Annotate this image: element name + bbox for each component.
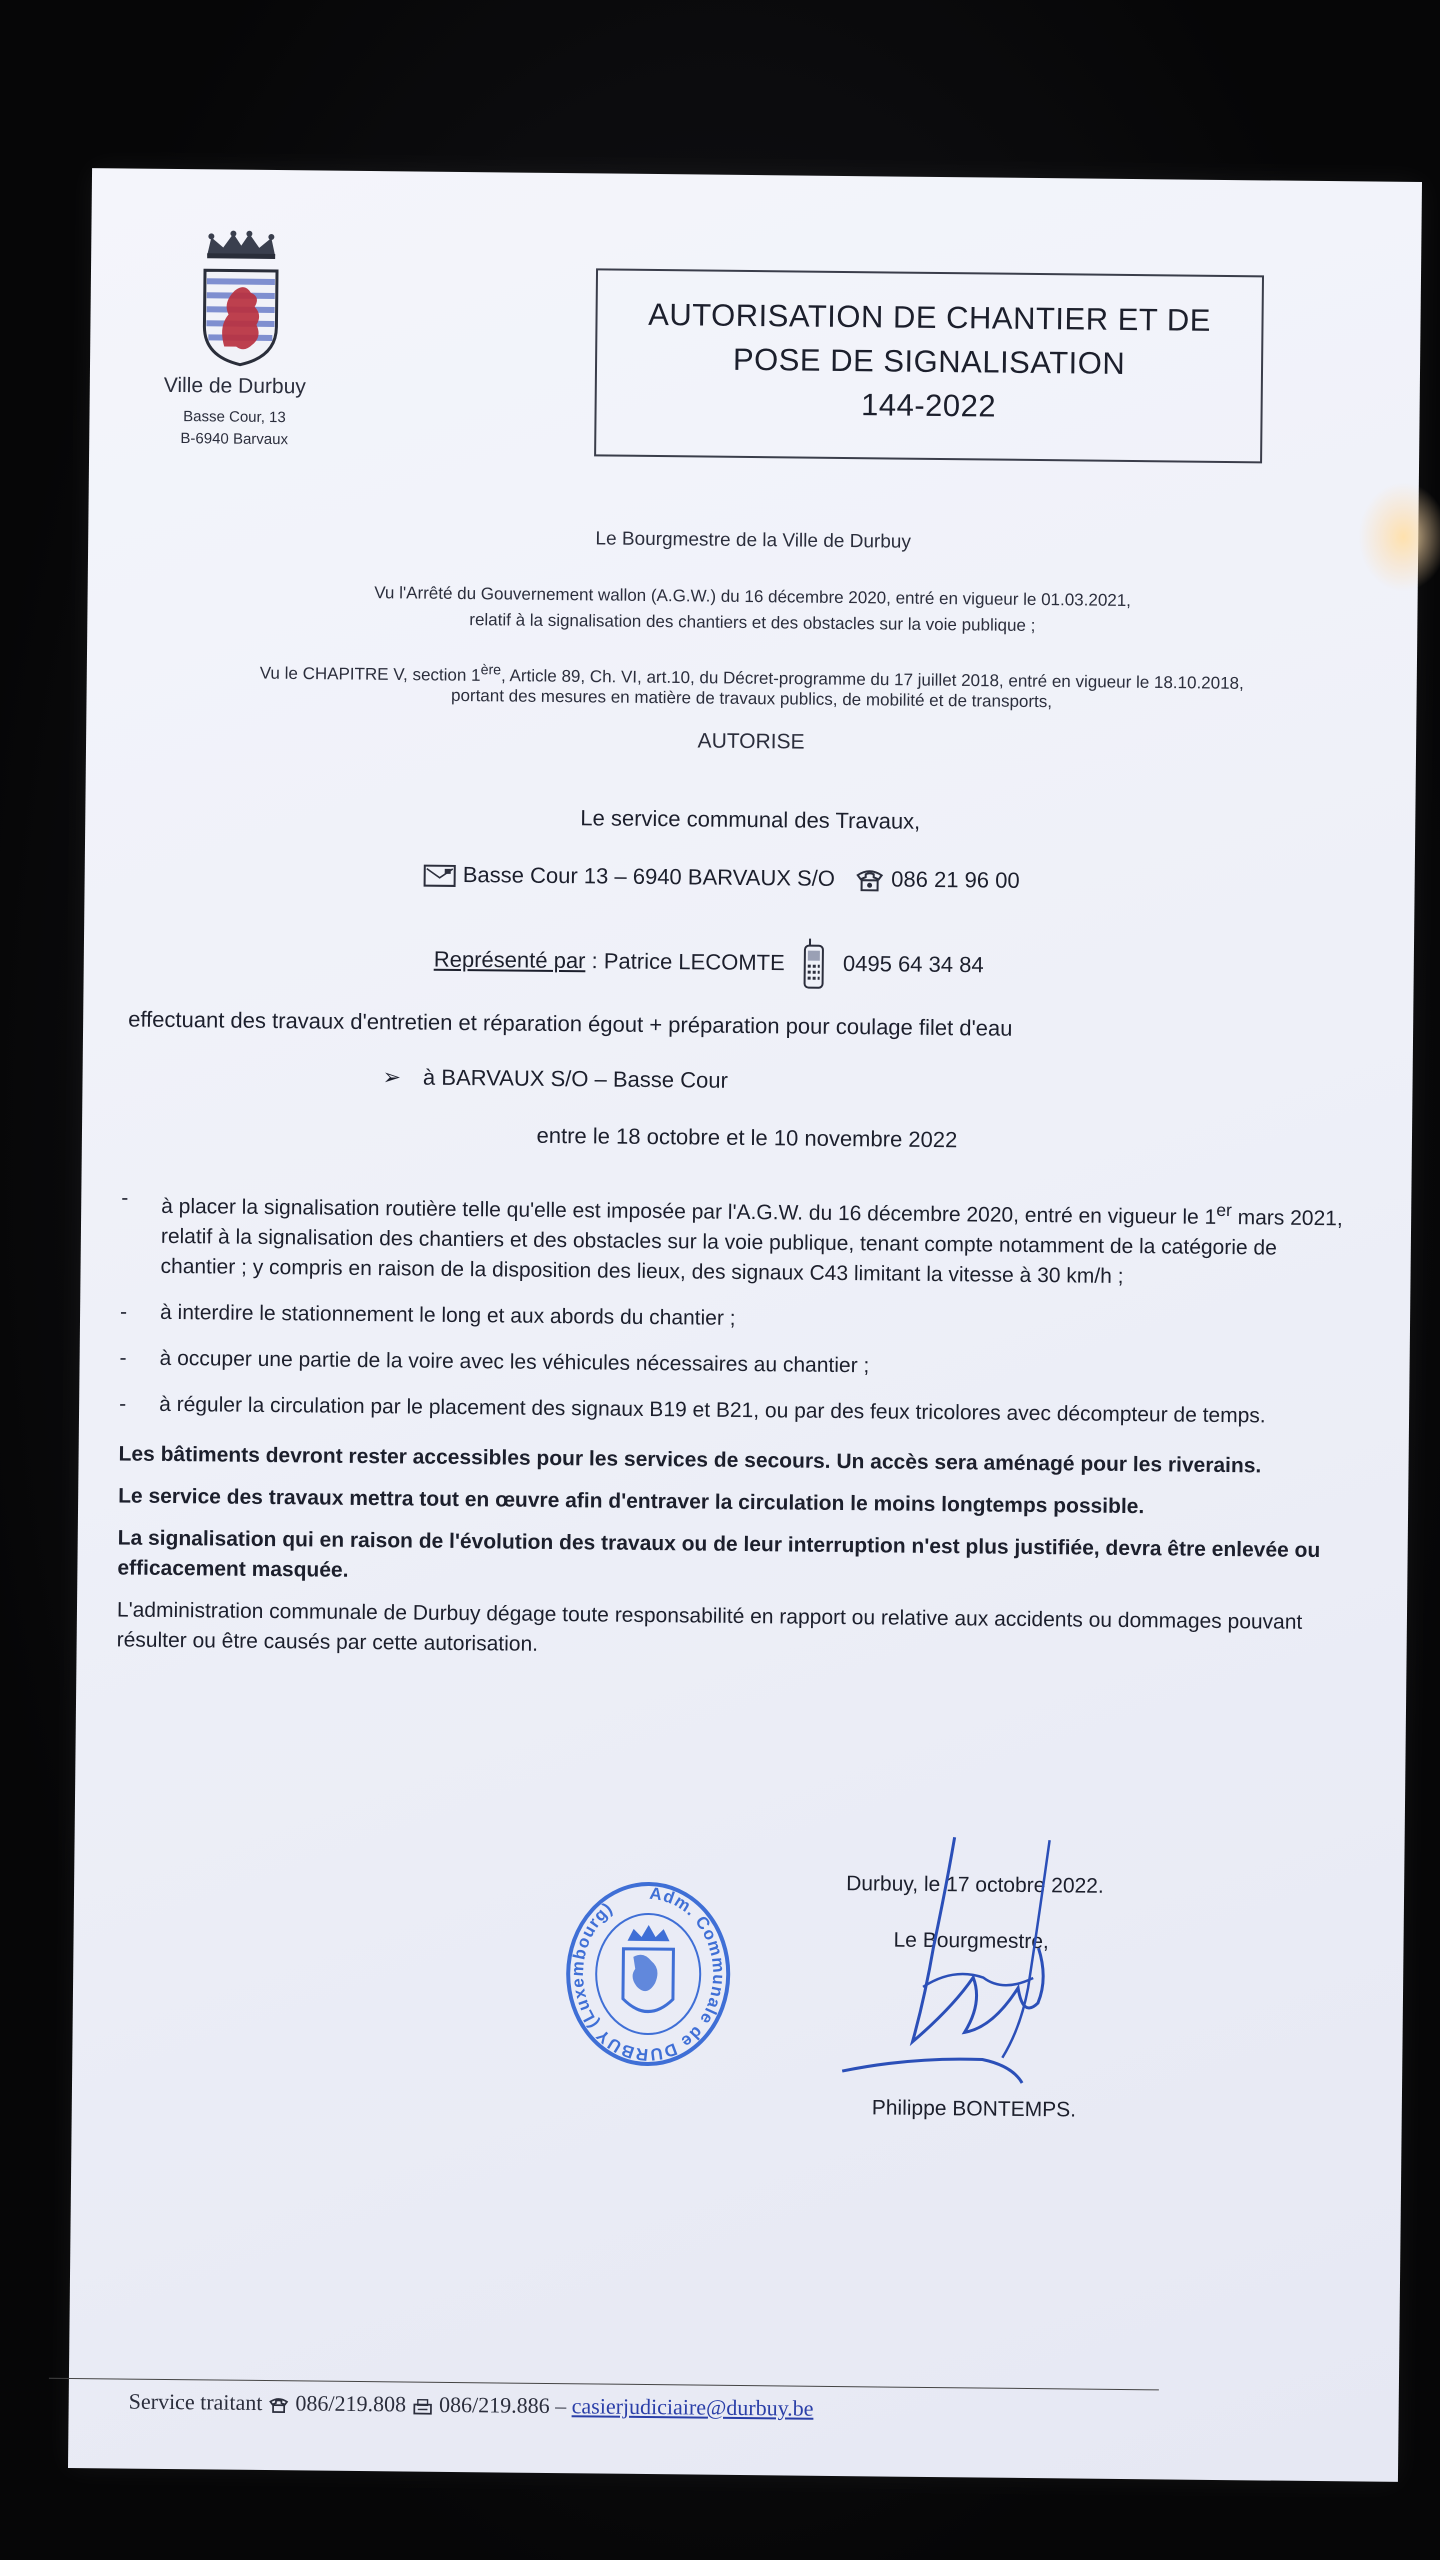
autorise-heading: AUTORISE	[697, 729, 805, 754]
representative-line	[434, 934, 984, 994]
disclaimer-paragraph: L'administration communale de Durbuy dégage toute responsabilité en rapport ou relative aux accidents ou dommages pouvant résulter ou être causés par cette autorisation.	[116, 1598, 1303, 1656]
representative-mobile: 0495 64 34 84	[842, 950, 984, 978]
condition-item: - à occuper une partie de la voire avec les véhicules nécessaires au chantier ;	[119, 1346, 870, 1378]
legal-basis-2-line-2: portant des mesures en matière de travaux publics, de mobilité et de transports,	[450, 685, 1053, 712]
issuer-line: Le Bourgmestre de la Ville de Durbuy	[595, 528, 912, 553]
signatory-role: Le Bourgmestre,	[893, 1928, 1049, 1954]
location-text: à BARVAUX S/O – Basse Cour	[422, 1064, 729, 1093]
envelope-icon	[423, 863, 457, 889]
document-page	[68, 168, 1422, 2482]
mobile-phone-icon	[801, 938, 828, 992]
legal-basis-2-text-a: Vu le CHAPITRE V, section 1	[259, 663, 481, 685]
condition-text: à occuper une partie de la voire avec les véhicules nécessaires au chantier ;	[159, 1346, 870, 1378]
fax-icon	[411, 2398, 433, 2416]
telephone-icon	[855, 867, 885, 893]
signatory-name: Philippe BONTEMPS.	[871, 2096, 1077, 2122]
beneficiary-phone: 086 21 96 00	[891, 866, 1020, 893]
represented-name: : Patrice LECOMTE	[585, 948, 785, 976]
official-stamp	[562, 1878, 734, 2070]
title-line-1: AUTORISATION DE CHANTIER ET DE	[648, 296, 1212, 338]
condition-text: à placer la signalisation routière telle qu'elle est imposée par l'A.G.W. du 16 décembre 2020, entré en vigueur le 1	[161, 1194, 1217, 1229]
footer	[129, 2389, 1129, 2425]
crown-icon	[201, 229, 281, 260]
place-and-date: Durbuy, le 17 octobre 2022.	[846, 1872, 1104, 1898]
footer-email-link[interactable]: casierjudiciaire@durbuy.be	[571, 2393, 814, 2421]
authorization-number: 144-2022	[860, 387, 997, 424]
address-line-2: B-6940 Barvaux	[180, 430, 289, 449]
coat-of-arms-icon	[200, 266, 281, 367]
accessibility-paragraph: Les bâtiments devront rester accessibles pour les services de secours. Un accès sera aménagé pour les riverains.	[118, 1442, 1262, 1478]
town-address	[129, 406, 339, 452]
condition-item: - à interdire le stationnement le long et aux abords du chantier ;	[119, 1300, 736, 1330]
legal-basis-1-line-1: Vu l'Arrêté du Gouvernement wallon (A.G.W.) du 16 décembre 2020, entré en vigueur le 01.03.2021,	[374, 583, 1132, 611]
legal-basis-2-text-b: , Article 89, Ch. VI, art.10, du Décret-programme du 17 juillet 2018, entré en vigueur le 18.10.2018,	[500, 666, 1244, 693]
town-logo	[185, 229, 296, 372]
document-title-box	[594, 268, 1264, 463]
footer-label: Service traitant	[128, 2388, 263, 2416]
stamp-text: Adm. Communale de DURBUY (Luxembourg)	[567, 1883, 729, 2065]
works-description: effectuant des travaux d'entretien et réparation égout + préparation pour coulage filet d'eau	[128, 1006, 1013, 1041]
conditions-section	[116, 1183, 1351, 1680]
footer-dash: –	[555, 2393, 567, 2419]
handwritten-signature	[832, 1826, 1065, 2098]
condition-text-cont: mars 2021, relatif à la signalisation des chantiers et des obstacles sur la voie publique, tenant compte notamment de la catégorie de chantier ; y compris en raison de la disposition des lieux, des signaux C43 limitant la vitesse à 30 km/h ;	[160, 1206, 1343, 1288]
telephone-icon	[268, 2396, 290, 2414]
footer-fax: 086/219.886	[438, 2391, 550, 2419]
condition-text: à réguler la circulation par le placement des signaux B19 et B21, ou par des feux tricolores avec décompteur de temps.	[159, 1392, 1266, 1428]
legal-basis-1-line-2: relatif à la signalisation des chantiers et des obstacles sur la voie publique ;	[469, 610, 1036, 636]
title-line-2: POSE DE SIGNALISATION	[732, 341, 1126, 381]
condition-item: - à réguler la circulation par le placement des signaux B19 et B21, ou par des feux tricolores avec décompteur de temps.	[119, 1392, 1266, 1428]
footer-phone: 086/219.808	[295, 2390, 407, 2417]
condition-sup: er	[1216, 1199, 1233, 1221]
beneficiary-address: Basse Cour 13 – 6940 BARVAUX S/O	[462, 862, 836, 891]
location-line	[382, 1064, 728, 1094]
represented-label: Représenté par	[433, 946, 586, 974]
minimize-disruption-paragraph: Le service des travaux mettra tout en œuvre afin d'entraver la circulation le moins longtemps possible.	[118, 1484, 1145, 1519]
footer-divider	[49, 2378, 1159, 2391]
arrow-bullet-icon: ➢	[382, 1064, 402, 1090]
period-line: entre le 18 octobre et le 10 novembre 2022	[536, 1122, 958, 1153]
condition-text: à interdire le stationnement le long et aux abords du chantier ;	[159, 1300, 736, 1330]
beneficiary-name: Le service communal des Travaux,	[580, 805, 921, 834]
condition-item: - à placer la signalisation routière telle qu'elle est imposée par l'A.G.W. du 16 décembre 2020, entré en vigueur le 1er mars 2021, relatif à la signalisation des chantiers et des obstacles sur la voie publique, tenant compte notamment de la catégorie de chantier ; y compris en raison de la disposition des lieux, des signaux C43 limitant la vitesse à 30 km/h ;	[121, 1186, 1343, 1288]
town-name: Ville de Durbuy	[163, 373, 306, 399]
signage-removal-paragraph: La signalisation qui en raison de l'évolution des travaux ou de leur interruption n'est plus justifiée, devra être enlevée ou efficacement masquée.	[117, 1526, 1321, 1582]
address-line-1: Basse Cour, 13	[183, 408, 286, 427]
legal-basis-2-sup: ère	[480, 662, 502, 679]
beneficiary-address-line	[423, 862, 1020, 895]
